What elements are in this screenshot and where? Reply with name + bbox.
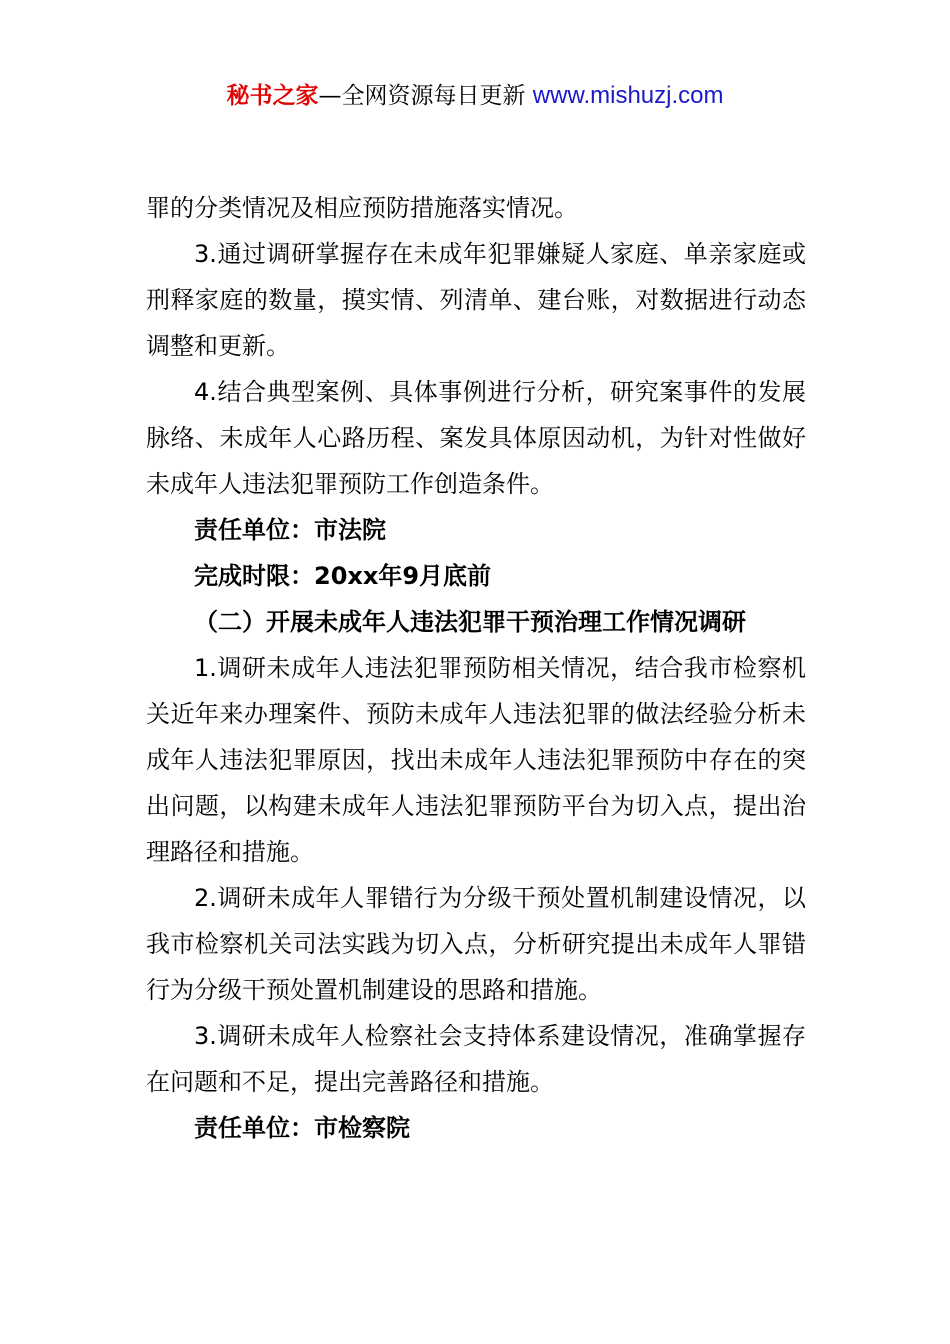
paragraph-continuation: 罪的分类情况及相应预防措施落实情况。 <box>146 194 578 222</box>
responsible-unit-court: 责任单位：市法院 <box>194 516 386 544</box>
document-body <box>146 185 806 1151</box>
paragraph-item-1-prevention: 1.调研未成年人违法犯罪预防相关情况，结合我市检察机关近年来办理案件、预防未成年人违法犯罪的做法经验分析未成年人违法犯罪原因，找出未成年人违法犯罪预防中存在的突出问题，以构建未成年人违法犯罪预防平台为切入点，提出治理路径和措施。 <box>146 654 806 866</box>
section-heading-2: （二）开展未成年人违法犯罪干预治理工作情况调研 <box>194 608 746 636</box>
site-tagline: —全网资源每日更新 <box>318 83 533 109</box>
paragraph-item-3-support: 3.调研未成年人检察社会支持体系建设情况，准确掌握存在问题和不足，提出完善路径和措施。 <box>146 1022 806 1096</box>
site-url-link[interactable]: www.mishuzj.com <box>532 82 724 109</box>
paragraph-item-2-intervention: 2.调研未成年人罪错行为分级干预处置机制建设情况，以我市检察机关司法实践为切入点，分析研究提出未成年人罪错行为分级干预处置机制建设的思路和措施。 <box>146 884 806 1004</box>
deadline: 完成时限：20xx年9月底前 <box>194 562 492 590</box>
paragraph-item-4-cases: 4.结合典型案例、具体事例进行分析，研究案事件的发展脉络、未成年人心路历程、案发具体原因动机，为针对性做好未成年人违法犯罪预防工作创造条件。 <box>146 378 806 498</box>
responsible-unit-procuratorate: 责任单位：市检察院 <box>194 1114 410 1142</box>
site-header <box>0 78 950 114</box>
site-brand: 秘书之家 <box>226 83 319 109</box>
paragraph-item-3-family: 3.通过调研掌握存在未成年犯罪嫌疑人家庭、单亲家庭或刑释家庭的数量，摸实情、列清单、建台账，对数据进行动态调整和更新。 <box>146 240 806 360</box>
